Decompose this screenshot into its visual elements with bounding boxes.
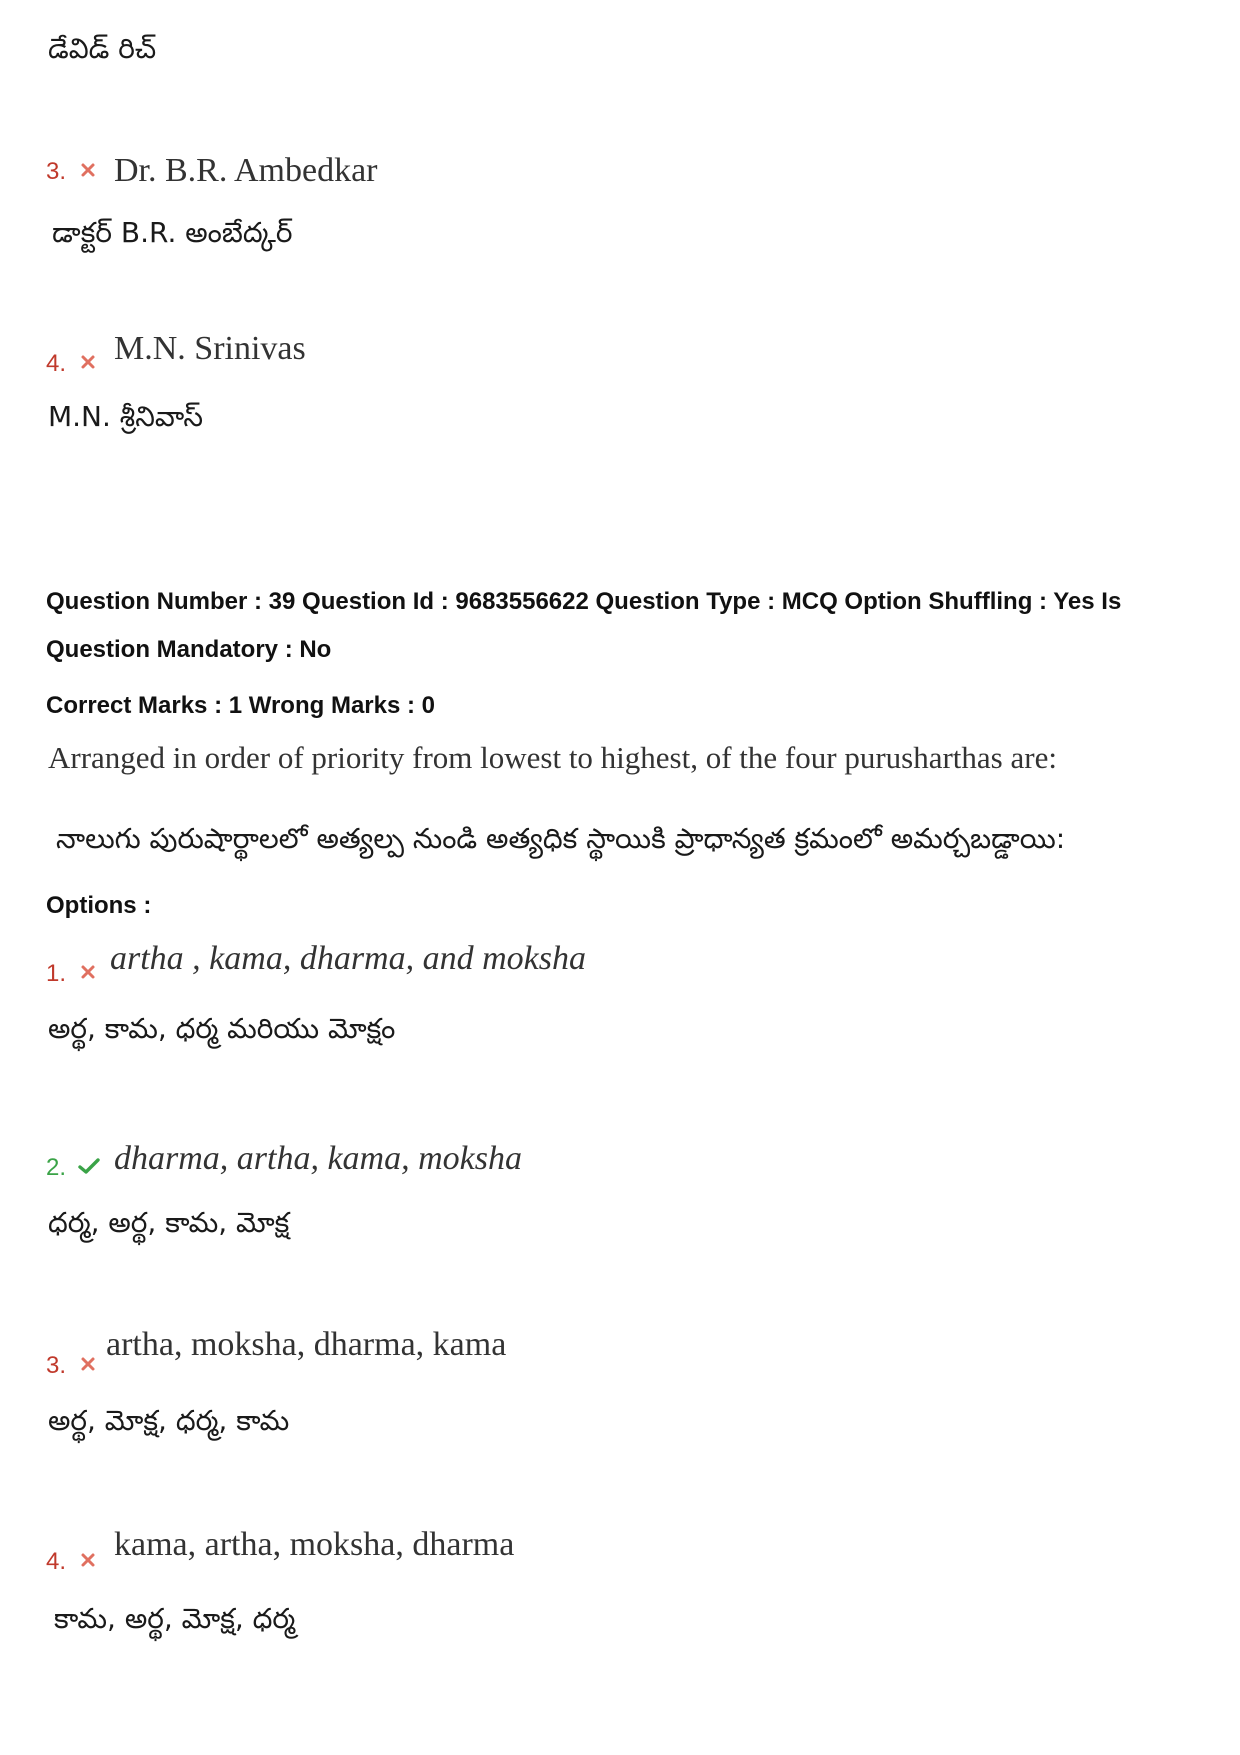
question-text: Arranged in order of priority from lowest to highest, of the four purusharthas are:: [48, 740, 1057, 775]
prev-option-3-translation: డాక్టర్ B.R. అంబేద్కర్: [52, 216, 293, 249]
option-3: [46, 1352, 97, 1380]
question-marks: Correct Marks : 1 Wrong Marks : 0: [46, 692, 436, 719]
option-4-text: kama, artha, moksha, dharma: [114, 1526, 515, 1563]
option-number: 3.: [46, 158, 67, 185]
option-4-translation: కామ, అర్థ, మోక్ష, ధర్మ: [54, 1602, 296, 1635]
option-3-translation: అర్థ, మోక్ష, ధర్మ, కామ: [48, 1404, 290, 1437]
option-2-translation: ధర్మ, అర్థ, కామ, మోక్ష: [48, 1206, 290, 1239]
option-2: [46, 1154, 101, 1182]
option-3-text: artha, moksha, dharma, kama: [106, 1326, 507, 1363]
cross-icon: [79, 1355, 97, 1373]
question-meta-line2: Question Mandatory : No: [46, 636, 332, 663]
prev-option-4-text: M.N. Srinivas: [114, 330, 306, 367]
options-label: Options :: [46, 892, 152, 919]
question-translation: నాలుగు పురుషార్థాలలో అత్యల్ప నుండి అత్యధిక స్థాయికి ప్రాధాన్యత క్రమంలో అమర్చబడ్డాయి:: [56, 822, 1066, 855]
question-meta-line1: Question Number : 39 Question Id : 9683556622 Question Type : MCQ Option Shuffling : Yes Is: [46, 588, 1122, 615]
option-1-text: artha , kama, dharma, and moksha: [110, 940, 586, 977]
prev-option-4-translation: M.N. శ్రీనివాస్: [48, 400, 203, 433]
option-1-translation: అర్థ, కామ, ధర్మ మరియు మోక్షం: [48, 1012, 396, 1045]
cross-icon: [79, 161, 97, 179]
option-1: [46, 960, 97, 988]
check-icon: [77, 1157, 101, 1175]
prev-top-translation: డేవిడ్ రిచ్: [48, 32, 157, 65]
option-number: 2.: [46, 1154, 67, 1181]
option-number: 1.: [46, 960, 67, 987]
option-number: 4.: [46, 350, 67, 377]
prev-option-3-text: Dr. B.R. Ambedkar: [114, 152, 378, 189]
option-number: 3.: [46, 1352, 67, 1379]
cross-icon: [79, 963, 97, 981]
prev-option-4: [46, 350, 97, 378]
prev-option-3: [46, 158, 97, 186]
cross-icon: [79, 353, 97, 371]
option-4: [46, 1548, 97, 1576]
option-number: 4.: [46, 1548, 67, 1575]
option-2-text: dharma, artha, kama, moksha: [114, 1140, 522, 1177]
cross-icon: [79, 1551, 97, 1569]
